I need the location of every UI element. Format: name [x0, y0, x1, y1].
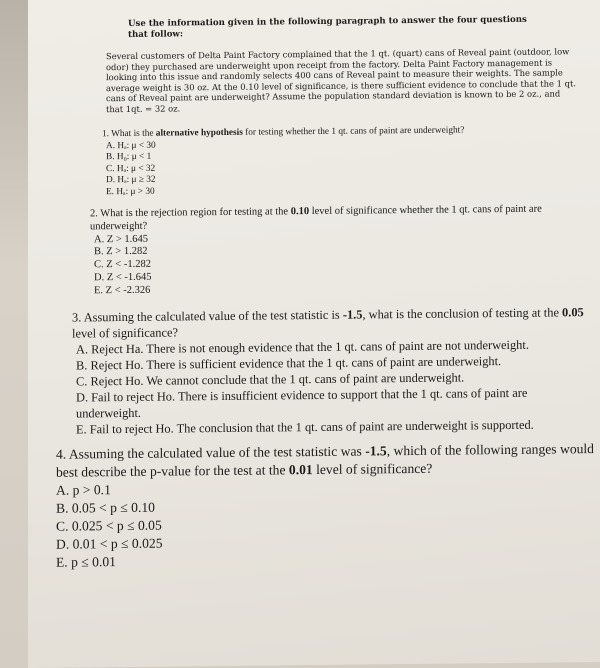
q1-option-c: C. Hₐ: μ < 32 [106, 163, 156, 174]
instructions: Use the information given in the following paragraph to answer the four questions that follow: [128, 14, 527, 40]
q1-option-e: E. Hₐ: μ > 30 [106, 186, 155, 198]
question-3-stem: 3. Assuming the calculated value of the test statistic is -1.5, what is the conclusion of testing at the 0.05 level of significance? [72, 305, 584, 341]
q1-option-a: A. Hₐ: μ < 30 [106, 140, 156, 151]
q1-option-b: B. H₀: μ < 1 [106, 151, 152, 163]
q4-option-c: C. 0.025 < p ≤ 0.05 [56, 517, 162, 534]
q3-option-a: A. Reject Ha. There is not enough evidence that the 1 qt. cans of paint are not underweight. [76, 337, 529, 357]
question-2 [90, 203, 570, 298]
q2-option-c: C. Z < -1.282 [94, 258, 151, 271]
q4-option-d: D. 0.01 < p ≤ 0.025 [56, 535, 163, 552]
question-2-stem: 2. What is the rejection region for testing at the 0.10 level of significance whether the 1 qt. cans of paint are underweight? [90, 203, 542, 233]
q2-option-b: B. Z > 1.282 [94, 246, 148, 258]
q3-option-c: C. Reject Ho. We cannot conclude that the 1 qt. cans of paint are underweight. [76, 370, 465, 389]
q1-option-d: D. Hₐ: μ ≥ 32 [106, 175, 156, 186]
q4-option-b: B. 0.05 < p ≤ 0.10 [56, 499, 155, 516]
question-1-stem: 1. What is the alternative hypothesis for testing whether the 1 qt. cans of paint are underweight? [102, 125, 465, 140]
q4-option-a: A. p > 0.1 [56, 482, 111, 498]
question-4-stem: 4. Assuming the calculated value of the test statistic was -1.5, which of the following ranges would best describe the p-value for the test at the 0.01 level of significance? [56, 441, 594, 480]
question-1 [102, 124, 582, 199]
q3-option-e: E. Fail to reject Ho. The conclusion that the 1 qt. cans of paint are underweight is supported. [76, 417, 534, 437]
worksheet-page [28, 0, 600, 668]
q2-option-e: E. Z < -2.326 [94, 284, 151, 297]
q3-option-b: B. Reject Ho. There is sufficient evidence that the 1 qt. cans of paint are underweight. [76, 354, 502, 373]
question-4 [56, 440, 596, 572]
q3-option-d: D. Fail to reject Ho. There is insufficient evidence to support that the 1 qt. cans of paint are underweight. [76, 385, 528, 421]
scenario-paragraph: Several customers of Delta Paint Factory complained that the 1 qt. (quart) cans of Reveal paint (outdoor, low odor) they purchased are underweight upon receipt from the factory. Delta Paint Factory management is looking into this issue and randomly selects 400 cans of Reveal paint to measure their weights. The sample average weight is 30 oz. At the 0.10 level of significance, is there sufficient evidence to conclude that the 1 qt. cans of Reveal paint are underweight? Assume the population standard deviation is known to be 2 oz., and that 1qt. = 32 oz. [106, 46, 577, 115]
q2-option-d: D. Z < -1.645 [94, 271, 152, 284]
q4-option-e: E. p ≤ 0.01 [56, 554, 116, 570]
q2-option-a: A. Z > 1.645 [94, 233, 149, 245]
question-3 [72, 304, 592, 437]
